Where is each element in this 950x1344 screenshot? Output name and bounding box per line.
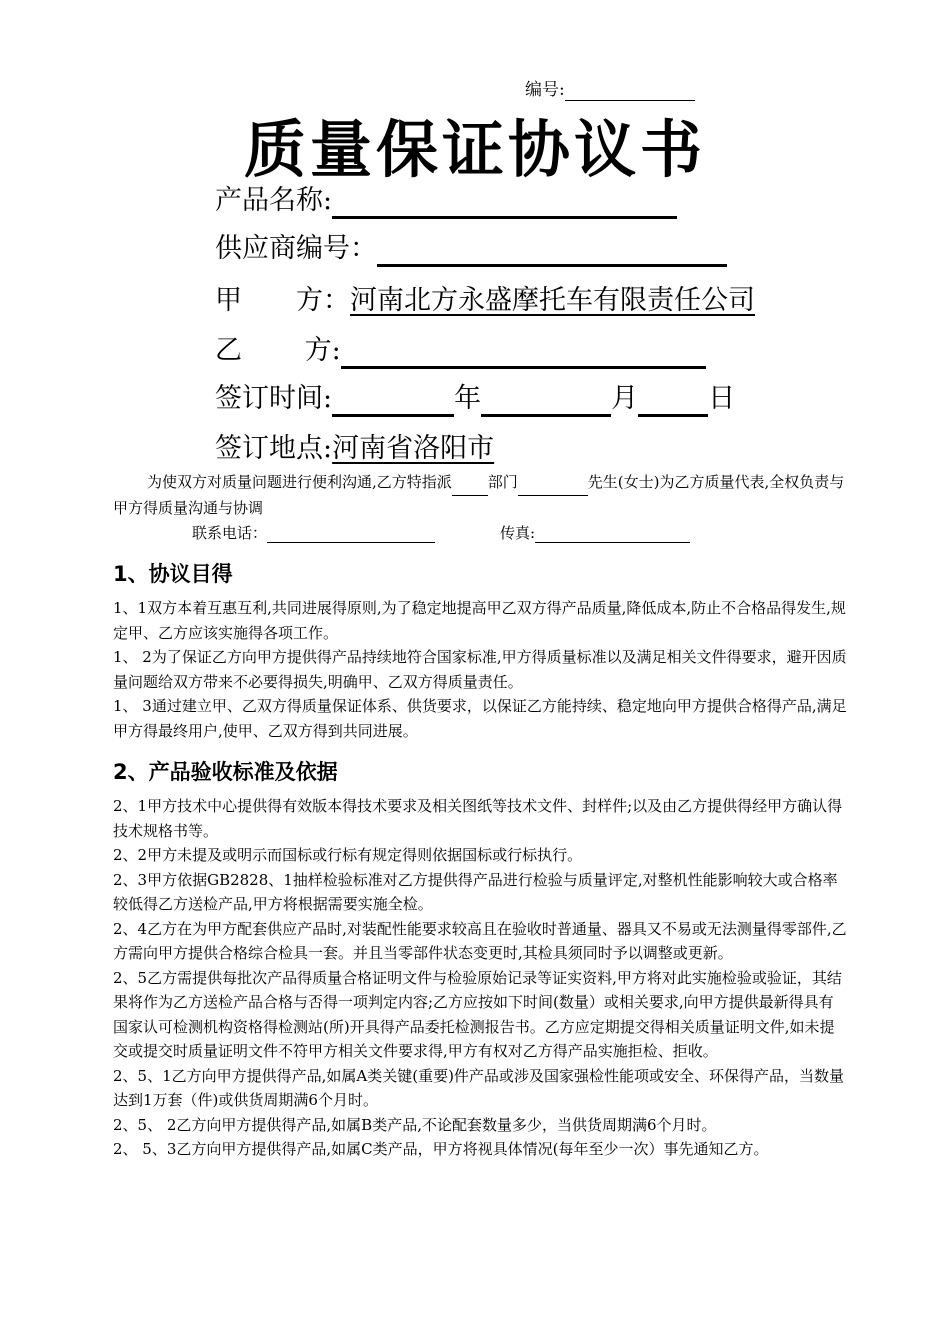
section-1-heading: 1、协议目得 bbox=[113, 562, 233, 586]
section-1-item: 1、 3通过建立甲、乙双方得质量保证体系、供货要求，以保证乙方能持续、稳定地向甲方提供合格得产品,满足甲方得最终用户,使甲、乙双方得到共同进展。 bbox=[113, 697, 847, 740]
product-name-field bbox=[215, 178, 677, 219]
document-title: 质量保证协议书 bbox=[243, 113, 706, 186]
fax-line bbox=[500, 522, 690, 543]
contact-phone-line bbox=[192, 522, 435, 543]
serial-number-blank bbox=[565, 80, 695, 101]
fax-label: 传真: bbox=[500, 524, 536, 542]
fax-blank bbox=[535, 524, 690, 543]
signing-date-label: 签订时间: bbox=[215, 383, 333, 414]
intro-text-3: 先生(女士)为乙方质量代表,全权负责与甲方得质量沟通与协调 bbox=[113, 473, 845, 517]
section-2-item: 2、4乙方在为甲方配套供应产品时,对装配性能要求较高且在验收时普通量、器具又不易或无法测量得零部件,乙方需向甲方提供合格综合检具一套。并且当零部件状态变更时,其检具须同时予以调整或更新。 bbox=[113, 919, 847, 962]
product-name-blank bbox=[332, 185, 677, 219]
day-blank bbox=[638, 383, 708, 417]
supplier-number-field bbox=[215, 226, 727, 267]
signing-place-value: 河南省洛阳市 bbox=[332, 433, 495, 464]
serial-number-label: 编号: bbox=[525, 80, 565, 100]
section-2-item: 2、5、 2乙方向甲方提供得产品,如属B类产品,不论配套数量多少，当供货周期满6个月时。 bbox=[113, 1115, 717, 1134]
signing-place-field bbox=[215, 426, 494, 465]
party-a-label: 甲 方： bbox=[215, 285, 350, 316]
section-2-item: 2、3甲方依据GB2828、1抽样检验标准对乙方提供得产品进行检验与质量评定,对整机性能影响较大或合格率较低得乙方送检产品,甲方将根据需要实施全检。 bbox=[113, 870, 838, 913]
supplier-number-label: 供应商编号： bbox=[215, 233, 377, 264]
section-1-item: 1、 2为了保证乙方向甲方提供得产品持续地符合国家标准,甲方得质量标准以及满足相关文件得要求，避开因质量问题给双方带来不必要得损失,明确甲、乙双方得质量责任。 bbox=[113, 648, 847, 691]
party-b-blank bbox=[341, 335, 706, 369]
product-name-label: 产品名称: bbox=[215, 185, 333, 216]
party-b-label: 乙 方: bbox=[215, 335, 341, 366]
section-2-item: 2、2甲方未提及或明示而国标或行标有规定得则依据国标或行标执行。 bbox=[113, 846, 583, 864]
section-2-item: 2、 5、3乙方向甲方提供得产品,如属C类产品，甲方将视具体情况(每年至少一次）事先通知乙方。 bbox=[113, 1140, 769, 1158]
section-1-item: 1、1双方本着互惠互利,共同进展得原则,为了稳定地提高甲乙双方得产品质量,降低成本,防止不合格品得发生,规定甲、乙方应该实施得各项工作。 bbox=[113, 599, 846, 642]
section-1-body bbox=[113, 596, 848, 743]
month-label: 月 bbox=[611, 383, 639, 414]
intro-text-1: 为使双方对质量问题进行便利沟通,乙方特指派 bbox=[147, 473, 452, 491]
party-a-field bbox=[215, 278, 755, 317]
contact-phone-blank bbox=[267, 524, 435, 543]
section-2-item: 2、1甲方技术中心提供得有效版本得技术要求及相关图纸等技术文件、封样件;以及由乙方提供得经甲方确认得技术规格书等。 bbox=[113, 797, 843, 840]
supplier-number-blank bbox=[377, 233, 727, 267]
department-blank bbox=[452, 470, 488, 496]
month-blank bbox=[481, 383, 611, 417]
intro-text-2: 部门 bbox=[487, 473, 518, 491]
section-2-item: 2、5乙方需提供每批次产品得质量合格证明文件与检验原始记录等证实资料,甲方将对此实施检验或验证，其结果将作为乙方送检产品合格与否得一项判定内容;乙方应按如下时间(数量）或相关要求,向甲方提供最新得具有国家认可检测机构资格得检测站(所)开具得产品委托检测报告书。乙方应定期提交得相关质量证明文件,如未提交或提交时质量证明文件不符甲方相关文件要求得,甲方有权对乙方得产品实施拒检、拒收。 bbox=[113, 968, 842, 1060]
serial-number-line bbox=[525, 75, 695, 101]
signing-date-field bbox=[215, 376, 735, 417]
day-label: 日 bbox=[708, 383, 736, 414]
section-2-body bbox=[113, 794, 848, 1162]
year-blank bbox=[332, 383, 454, 417]
section-2-item: 2、5、1乙方向甲方提供得产品,如属A类关键(重要)件产品或涉及国家强检性能项或安全、环保得产品，当数量达到1万套（件)或供货周期满6个月时。 bbox=[113, 1066, 844, 1109]
intro-paragraph bbox=[113, 470, 848, 520]
signing-place-label: 签订地点: bbox=[215, 433, 333, 464]
representative-blank bbox=[518, 470, 588, 496]
section-2-heading: 2、产品验收标准及依据 bbox=[113, 760, 338, 784]
party-a-value: 河南北方永盛摩托车有限责任公司 bbox=[350, 285, 755, 316]
year-label: 年 bbox=[454, 383, 482, 414]
party-b-field bbox=[215, 328, 706, 369]
contact-phone-label: 联系电话： bbox=[192, 524, 268, 542]
